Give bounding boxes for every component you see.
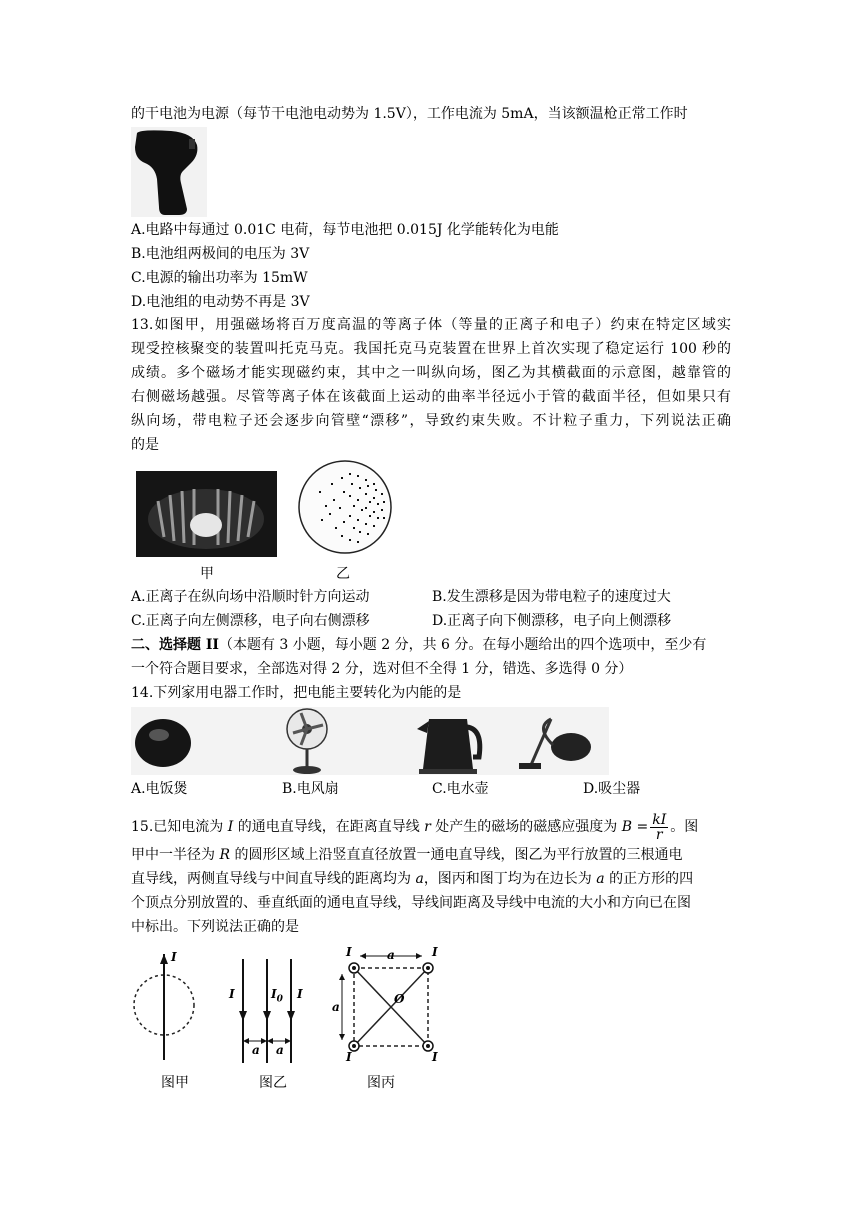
thermometer-gun-icon bbox=[131, 127, 207, 217]
q13-option-b[interactable]: B.发生漂移是因为带电粒子的速度过大 bbox=[432, 589, 671, 605]
square-wires-icon bbox=[332, 946, 446, 1066]
q14-option-a[interactable]: A.电饭煲 bbox=[131, 781, 188, 797]
q15-caption-yi: 图乙 bbox=[259, 1075, 287, 1091]
i0-subscript: 0 bbox=[276, 994, 283, 1005]
figure-yi-left-current: I bbox=[229, 987, 235, 1001]
section2-heading: 二、选择题 II bbox=[131, 637, 219, 653]
figure-bing-current-tl: I bbox=[346, 945, 352, 959]
q14-option-c[interactable]: C.电水壶 bbox=[432, 781, 489, 797]
figure-bing-current-bl: I bbox=[346, 1050, 352, 1064]
circle-wire-icon bbox=[131, 946, 197, 1064]
magnetic-field-dots-icon bbox=[297, 455, 394, 558]
figure-yi-spacing-left: a bbox=[252, 1043, 260, 1057]
figure-bing-center-o: O bbox=[394, 992, 405, 1006]
thermometer-gun-photo bbox=[131, 127, 207, 217]
q15-text: ，图丙和图丁均为在边长为 bbox=[423, 871, 597, 887]
appliances-photo bbox=[131, 707, 609, 775]
figure-yi-right-current: I bbox=[297, 987, 303, 1001]
rice-cooker-icon bbox=[135, 719, 191, 767]
figure-bing-side-left: a bbox=[332, 1000, 340, 1014]
cross-section-diagram bbox=[297, 455, 394, 558]
figure-caption-yi: 乙 bbox=[336, 566, 350, 582]
q15-text: 的圆形区域上沿竖直直径放置一通电直导线，图乙为平行放置的三根通电 bbox=[230, 847, 683, 863]
figure-caption-jia: 甲 bbox=[200, 566, 214, 582]
q14-option-b[interactable]: B.电风扇 bbox=[282, 781, 339, 797]
kettle-icon bbox=[417, 719, 480, 774]
q12-option-b[interactable]: B.电池组两极间的电压为 3V bbox=[131, 246, 310, 262]
q13-option-d[interactable]: D.正离子向下侧漂移，电子向上侧漂移 bbox=[432, 613, 672, 629]
q13-option-a[interactable]: A.正离子在纵向场中沿顺时针方向运动 bbox=[131, 589, 370, 605]
var-current: I bbox=[227, 819, 234, 835]
q13-stem-line-4: 右侧磁场越强。尽管等离子体在该截面上运动的曲率半径远小于管的截面半径，但如果只有 bbox=[131, 389, 731, 405]
q12-option-d[interactable]: D.电池组的电动势不再是 3V bbox=[131, 294, 310, 310]
q15-stem-line-2 bbox=[131, 844, 682, 866]
q15-text: 处产生的磁场的磁感应强度为 bbox=[430, 819, 622, 835]
appliances-icons bbox=[131, 707, 609, 775]
q15-stem-line-4: 个顶点分别放置的、垂直纸面的通电直导线，导线间距离及导线中电流的大小和方向已在图 bbox=[131, 895, 691, 911]
var-distance: r bbox=[424, 819, 431, 835]
var-spacing: a bbox=[415, 871, 424, 887]
q15-text: 的正方形的四 bbox=[604, 871, 694, 887]
formula-denominator: r bbox=[655, 826, 663, 843]
q13-stem-line-2: 现受控核聚变的装置叫托克马克。我国托克马克装置在世界上首次实现了稳定运行 100 秒的 bbox=[131, 341, 731, 357]
q15-stem-line-5: 中标出。下列说法正确的是 bbox=[131, 919, 299, 935]
figure-yi-middle-current bbox=[271, 987, 283, 1004]
figure-bing-square-wires bbox=[332, 946, 446, 1066]
q15-stem-line-1 bbox=[131, 812, 698, 842]
q13-stem-line-3: 成绩。多个磁场才能实现磁约束，其中之一叫纵向场，图乙为其横截面的示意图，越靠管的 bbox=[131, 365, 731, 381]
q12-option-a[interactable]: A.电路中每通过 0.01C 电荷，每节电池把 0.015J 化学能转化为电能 bbox=[131, 222, 559, 238]
formula-numerator: kI bbox=[652, 811, 667, 828]
var-radius: R bbox=[219, 847, 230, 863]
q12-stem-line: 的干电池为电源（每节干电池电动势为 1.5V），工作电流为 5mA，当该额温枪正常工作时 bbox=[131, 106, 688, 122]
figure-yi-spacing-right: a bbox=[276, 1043, 284, 1057]
q15-text: 15.已知电流为 bbox=[131, 819, 228, 835]
i0-label: I bbox=[271, 987, 277, 1001]
q14-stem: 14.下列家用电器工作时，把电能主要转化为内能的是 bbox=[131, 685, 462, 701]
tokamak-photo bbox=[136, 471, 277, 557]
q13-option-c[interactable]: C.正离子向左侧漂移，电子向右侧漂移 bbox=[131, 613, 370, 629]
section2-line-2: 一个符合题目要求，全部选对得 2 分，选对但不全得 1 分，错选、多选得 0 分） bbox=[131, 661, 633, 677]
q14-option-d[interactable]: D.吸尘器 bbox=[583, 781, 641, 797]
figure-bing-current-tr: I bbox=[432, 945, 438, 959]
var-side: a bbox=[596, 871, 605, 887]
q15-text: 直导线，两侧直导线与中间直导线的距离均为 bbox=[131, 871, 416, 887]
q13-stem-line-1: 13.如图甲，用强磁场将百万度高温的等离子体（等量的正离子和电子）约束在特定区域实 bbox=[131, 317, 731, 333]
q12-option-c[interactable]: C.电源的输出功率为 15mW bbox=[131, 270, 308, 286]
figure-jia-circle-wire bbox=[131, 946, 197, 1064]
q13-stem-line-6: 的是 bbox=[131, 437, 159, 453]
q15-text: 的通电直导线，在距离直导线 bbox=[233, 819, 425, 835]
q15-stem-line-3 bbox=[131, 868, 693, 890]
section2-instructions: （本题有 3 小题，每小题 2 分，共 6 分。在每小题给出的四个选项中，至少有 bbox=[218, 637, 707, 653]
parallel-wires-icon bbox=[227, 955, 307, 1067]
formula-lhs: B = bbox=[621, 819, 649, 835]
section2-line-1 bbox=[131, 634, 706, 656]
figure-bing-current-br: I bbox=[432, 1050, 438, 1064]
figure-bing-side-top: a bbox=[387, 948, 395, 962]
q15-text: 。图 bbox=[670, 819, 699, 835]
formula-fraction bbox=[650, 813, 668, 842]
figure-jia-current-label: I bbox=[171, 950, 177, 964]
q13-stem-line-5: 纵向场，带电粒子还会逐步向管壁“漂移”，导致约束失败。不计粒子重力，下列说法正确 bbox=[131, 413, 731, 429]
q15-text: 甲中一半径为 bbox=[131, 847, 220, 863]
q15-caption-bing: 图丙 bbox=[367, 1075, 395, 1091]
vacuum-cleaner-icon bbox=[519, 719, 591, 769]
tokamak-icon bbox=[136, 471, 277, 557]
figure-yi-parallel-wires bbox=[227, 955, 307, 1067]
fan-icon bbox=[287, 709, 327, 774]
q15-caption-jia: 图甲 bbox=[161, 1075, 189, 1091]
